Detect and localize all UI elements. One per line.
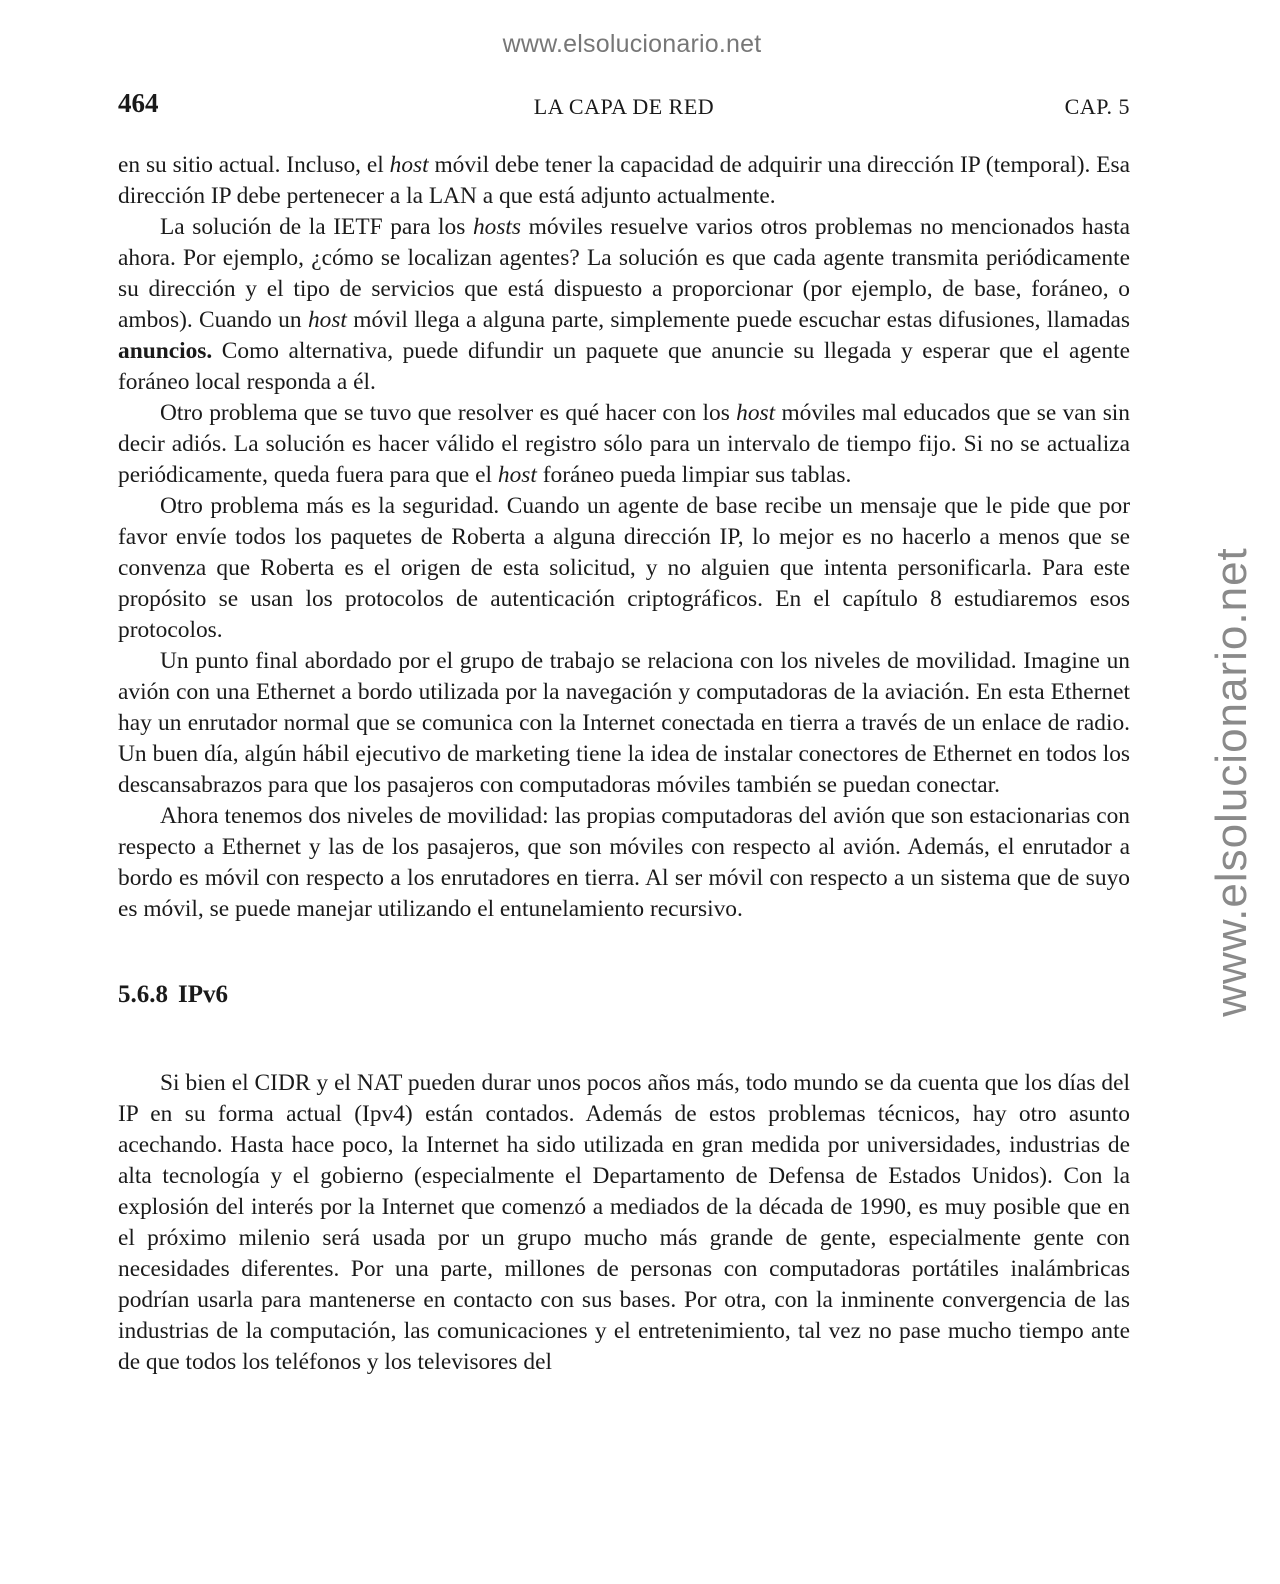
italic-term: hosts — [472, 214, 522, 240]
italic-term: host — [736, 400, 776, 426]
text-run: foráneo pueda limpiar sus tablas. — [536, 462, 852, 488]
body-text — [118, 150, 1130, 1378]
section-body — [118, 1068, 1130, 1378]
section-number: 5.6.8 — [118, 981, 168, 1008]
text-run: móviles resuelve varios otros problemas no mencionados hasta ahora. Por ejemplo, ¿cómo se localizan agentes? La solución es que cada agente transmita periódicamente su dirección y el tipo de servicios que está dispuesto a proporcionar (por ejemplo, de base, foráneo, o ambos). Cuando un — [118, 214, 1130, 333]
watermark-top: www.elsolucionario.net — [502, 30, 762, 58]
chapter-label: CAP. 5 — [1064, 94, 1130, 119]
italic-term: host — [307, 307, 347, 333]
paragraph — [118, 398, 1130, 491]
text-run: móvil llega a alguna parte, simplemente puede escuchar estas difusiones, llamadas — [346, 307, 1130, 333]
page-number: 464 — [118, 88, 159, 118]
paragraph: Otro problema más es la seguridad. Cuando un agente de base recibe un mensaje que le pide que por favor envíe todos los paquetes de Roberta a alguna dirección IP, lo mejor es no hacerlo a menos que se convenza que Roberta es el origen de esta solicitud, y no alguien que intenta personificarla. Para este propósito se usan los protocolos de autenticación criptográficos. En el capítulo 8 estudiaremos esos protocolos. — [118, 493, 1130, 643]
paragraph — [118, 150, 1130, 212]
watermark-side: www.elsolucionario.net — [1207, 547, 1256, 1017]
page-header — [118, 88, 1130, 122]
text-run: Como alternativa, puede difundir un paquete que anuncie su llegada y esperar que el agente foráneo local responda a él. — [118, 338, 1130, 395]
paragraph: Un punto final abordado por el grupo de trabajo se relaciona con los niveles de movilidad. Imagine un avión con una Ethernet a bordo utilizada por la navegación y computadoras de la aviación. En esta Ethernet hay un enrutador normal que se comunica con la Internet conectada en tierra a través de un enlace de radio. Un buen día, algún hábil ejecutivo de marketing tiene la idea de instalar conectores de Ethernet en todos los descansabrazos para que los pasajeros con computadoras móviles también se puedan conectar. — [118, 648, 1130, 798]
paragraph: Si bien el CIDR y el NAT pueden durar unos pocos años más, todo mundo se da cuenta que los días del IP en su forma actual (Ipv4) están contados. Además de estos problemas técnicos, hay otro asunto acechando. Hasta hace poco, la Internet ha sido utilizada en gran medida por universidades, industrias de alta tecnología y el gobierno (especialmente el Departamento de Defensa de Estados Unidos). Con la explosión del interés por la Internet que comenzó a mediados de la década de 1990, es muy posible que en el próximo milenio será usada por un grupo mucho más grande de gente, especialmente gente con necesidades diferentes. Por una parte, millones de personas con computadoras portátiles inalámbricas podrían usarla para mantenerse en contacto con sus bases. Por otra, con la inminente convergencia de las industrias de la computación, las comunicaciones y el entretenimiento, tal vez no pase mucho tiempo ante de que todos los teléfonos y los televisores del — [118, 1070, 1130, 1375]
text-run: móvil debe tener la capacidad de adquirir una dirección IP (temporal). Esa dirección IP debe pertenecer a la LAN a que está adjunto actualmente. — [118, 152, 1130, 209]
text-run: móviles mal educados que se van sin decir adiós. La solución es hacer válido el registro sólo para un intervalo de tiempo fijo. Si no se actualiza periódicamente, queda fuera para que el — [118, 400, 1130, 488]
paragraph — [118, 212, 1130, 398]
text-run: La solución de la IETF para los — [160, 214, 473, 240]
text-run: en su sitio actual. Incluso, el — [118, 152, 390, 178]
section-heading — [118, 979, 1130, 1010]
paragraph: Ahora tenemos dos niveles de movilidad: las propias computadoras del avión que son estacionarias con respecto a Ethernet y las de los pasajeros, que son móviles con respecto al avión. Además, el enrutador a bordo es móvil con respecto a los enrutadores en tierra. Al ser móvil con respecto a un sistema que de suyo es móvil, se puede manejar utilizando el entunelamiento recursivo. — [118, 803, 1130, 922]
section-title: IPv6 — [178, 981, 228, 1008]
italic-term: host — [497, 462, 537, 488]
text-run: Otro problema que se tuvo que resolver es qué hacer con los — [160, 400, 737, 426]
bold-term: anuncios. — [118, 338, 213, 364]
italic-term: host — [389, 152, 429, 178]
running-title: LA CAPA DE RED — [533, 94, 715, 119]
